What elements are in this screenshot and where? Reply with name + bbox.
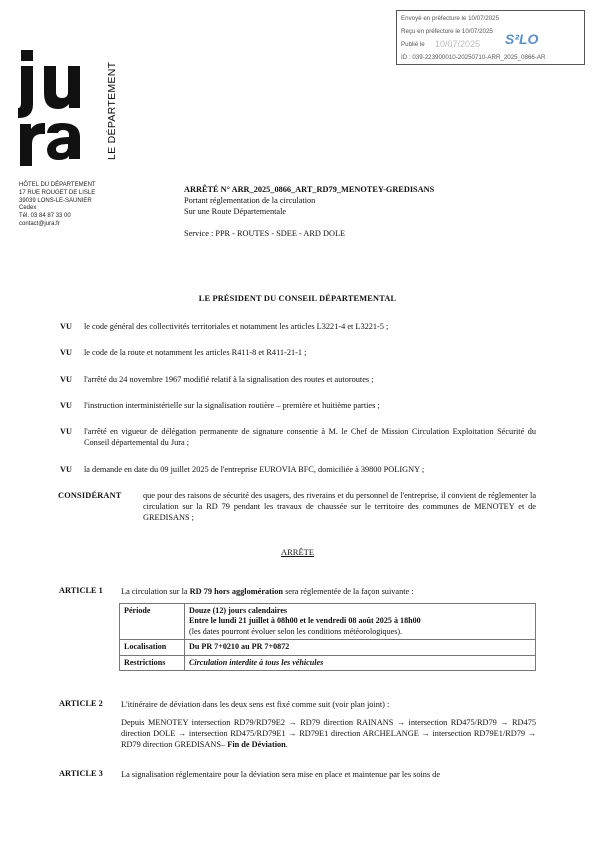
address-line: Cedex [19, 205, 37, 212]
table-cell: Circulation interdite à tous les véhicules [185, 655, 536, 670]
vu-label: VU [60, 465, 72, 474]
stamp-received: Reçu en préfecture le 10/07/2025 [401, 28, 493, 35]
table-row [120, 604, 536, 640]
decree-header [184, 184, 434, 239]
address-block [19, 182, 96, 229]
table-header-cell: Période [120, 604, 185, 640]
article-1-text: La circulation sur la RD 79 hors agglomération sera réglementée de la façon suivante : [121, 587, 414, 596]
table-cell: Du PR 7+0210 au PR 7+0872 [185, 640, 536, 655]
table-cell: Douze (12) jours calendaires Entre le lundi 21 juillet à 08h00 et le vendredi 08 août 2025 à 18h00 (les dates pourront évoluer selon les conditions météorologiques). [185, 604, 536, 640]
article-2-intro: L'itinéraire de déviation dans les deux sens est fixé comme suit (voir plan joint) : [121, 700, 390, 709]
vu-text: l'arrêté en vigueur de délégation permanente de signature consentie à M. le Chef de Mission Circulation Exploitation Sécurité du Conseil départemental du Jura ; [84, 427, 536, 448]
address-line: 17 RUE ROUGET DE LISLE [19, 189, 96, 196]
vu-text: la demande en date du 09 juillet 2025 de l'entreprise EUROVIA BFC, domiciliée à 39800 POLIGNY ; [84, 465, 425, 474]
prefecture-stamp [396, 10, 585, 65]
vu-item [60, 321, 536, 332]
stamp-published-label: Publié le [401, 41, 425, 48]
considerant-label: CONSIDÉRANT [58, 491, 122, 500]
stamp-published-date: 10/07/2025 [435, 39, 481, 49]
article-2-route: Depuis MENOTEY intersection RD79/RD79E2 → RD79 direction RAINANS → intersection RD475/RD79 → RD475 direction DOLE → intersection RD475/RD79E1 → RD79E1 direction ARCHELANGE → intersection RD79E1/RD79 → RD79 direction GREDISANS– Fin de Déviation. [121, 718, 536, 750]
vu-text: l'arrêté du 24 novembre 1967 modifié relatif à la signalisation des routes et autoroutes ; [84, 375, 374, 384]
decree-title: ARRÊTÉ N° ARR_2025_0866_ART_RD79_MENOTEY-GREDISANS [184, 185, 435, 194]
vu-item [60, 426, 536, 448]
vu-item [60, 400, 536, 411]
stamp-sent: Envoyé en préfecture le 10/07/2025 [401, 15, 500, 22]
vu-label: VU [60, 427, 72, 436]
address-line: HÔTEL DU DÉPARTEMENT [19, 182, 96, 188]
article-3-text: La signalisation réglementaire pour la déviation sera mise en place et maintenue par les soins de [121, 770, 441, 779]
article-2-label: ARTICLE 2 [59, 699, 103, 708]
decree-subtitle: Sur une Route Départementale [184, 207, 287, 216]
table-row [120, 655, 536, 670]
regulation-table [119, 603, 536, 671]
address-line: 39039 LONS-LE-SAUNIER [19, 197, 92, 204]
stamp-id: ID : 039-223900010-20250710-ARR_2025_0866-AR [401, 54, 546, 61]
arrete-heading: ARRÊTE [280, 547, 315, 557]
vu-text: le code général des collectivités territoriales et notamment les articles L3221-4 et L3221-5 ; [84, 322, 389, 331]
logo-tagline: LE DÉPARTEMENT [106, 61, 118, 160]
vu-label: VU [60, 401, 72, 410]
vu-label: VU [60, 375, 72, 384]
considerant-text: que pour des raisons de sécurité des usagers, des riverains et du personnel de l'entreprise, il convient de réglementer la circulation sur la RD 79 pendant les travaux de chaussée sur le territoire des communes de MENOTEY et de GREDISANS ; [143, 491, 536, 523]
vu-label: VU [60, 348, 72, 357]
vu-text: le code de la route et notamment les articles R411-8 et R411-21-1 ; [84, 348, 307, 357]
email-link[interactable]: contact@jura.fr [19, 220, 60, 227]
vu-label: VU [60, 322, 72, 331]
service-line: Service : PPR - ROUTES - SDEE - ARD DOLE [184, 229, 346, 238]
vu-item [60, 464, 536, 475]
vu-text: l'instruction interministérielle sur la signalisation routière – première et huitième parties ; [84, 401, 380, 410]
article-1-label: ARTICLE 1 [59, 586, 103, 595]
table-header-cell: Localisation [120, 640, 185, 655]
s2lo-logo: S²LO [505, 31, 539, 47]
article-3-label: ARTICLE 3 [59, 769, 103, 778]
table-row [120, 640, 536, 655]
table-header-cell: Restrictions [120, 655, 185, 670]
phone-line: Tél. 03 84 87 33 00 [19, 213, 71, 220]
vu-item [60, 374, 536, 385]
president-heading: LE PRÉSIDENT DU CONSEIL DÉPARTEMENTAL [198, 294, 397, 303]
decree-subtitle: Portant réglementation de la circulation [184, 196, 316, 205]
vu-item [60, 347, 536, 358]
considerant-block [58, 490, 536, 524]
